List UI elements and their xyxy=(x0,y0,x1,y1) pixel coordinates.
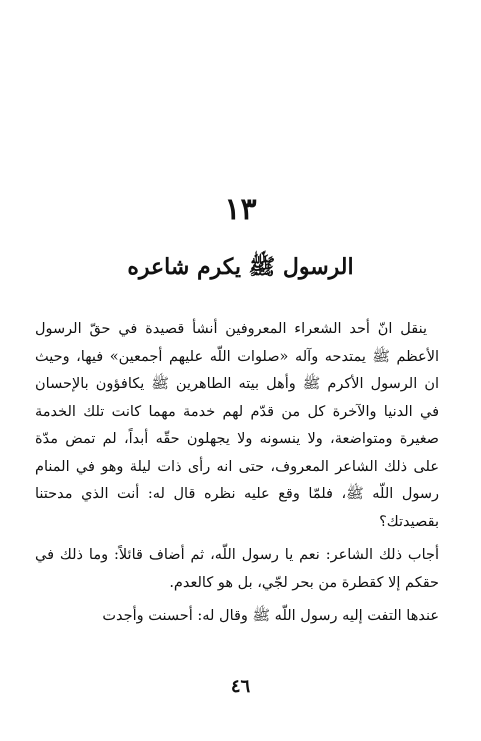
paragraph: أجاب ذلك الشاعر: نعم يا رسول اللّه، ثم أضاف قائلاً: وما ذلك في حقكم إلا كقطرة من بحر لجّي، بل هو كالعدم. xyxy=(35,547,439,591)
paragraph: عندها التفت إليه رسول اللّه ﷺ وقال له: أحسنت وأجدت xyxy=(102,608,439,624)
body-text xyxy=(35,316,439,637)
chapter-number: ١٣ xyxy=(224,192,257,227)
chapter-title: الرسول ﷺ يكرم شاعره xyxy=(127,254,354,280)
page-number: ٤٦ xyxy=(230,676,251,697)
paragraph: ينقل انّ أحد الشعراء المعروفين أنشأ قصيدة في حقّ الرسول الأعظم ﷺ يمتدحه وآله «صلوات اللّه عليهم أجمعين» فيها، وحيث ان الرسول الأكرم ﷺ وأهل بيته الطاهرين ﷺ يكافؤون بالإحسان في الدنيا والآخرة كل من قدّم لهم خدمة مهما كانت تلك الخدمة صغيرة ومتواضعة، ولا ينسونه ولا يجهلون حقّه أبداً، لم تمض مدّة على ذلك الشاعر المعروف، حتى انه رأى ذات ليلة وهو في المنام رسول اللّه ﷺ، فلمّا وقع عليه نظره قال له: أنت الذي مدحتنا بقصيدتك؟ xyxy=(35,321,439,530)
